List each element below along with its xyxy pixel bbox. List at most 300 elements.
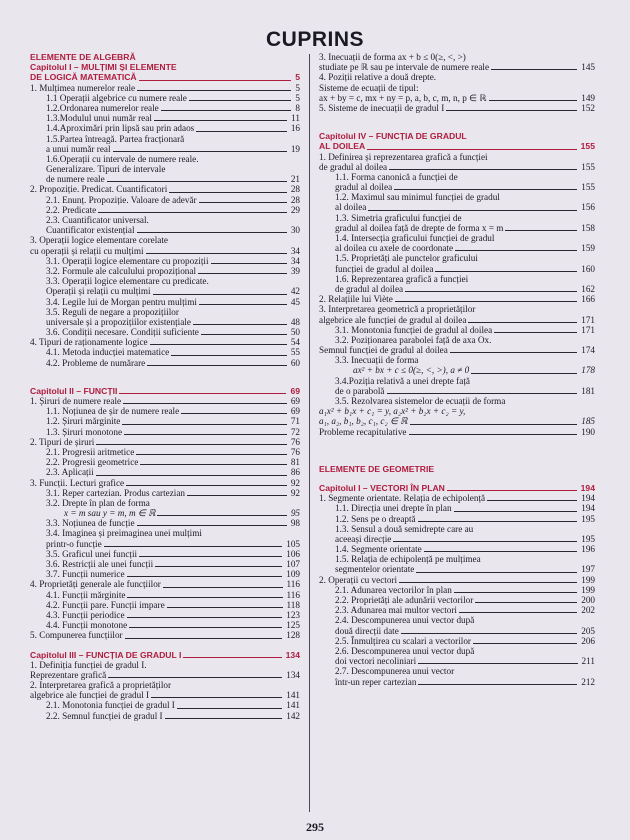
toc-entry-title: al doilea cu axele de coordonate [335, 243, 454, 254]
leader-line [418, 684, 577, 685]
toc-entry-title: 2.1. Monotonia funcției de gradul I [46, 700, 175, 711]
toc-page-number: 166 [581, 294, 595, 305]
toc-entry-title: de gradul al doilea [319, 161, 388, 172]
toc-entry [319, 416, 597, 426]
toc-entry-title: 4.2. Probleme de numărare [46, 357, 146, 368]
toc-entry [30, 600, 302, 610]
toc-page-number: 194 [581, 493, 595, 504]
leader-line [122, 424, 287, 425]
leader-line [459, 612, 577, 613]
leader-line [139, 556, 282, 557]
toc-entry [319, 365, 597, 375]
toc-page-number: 92 [290, 477, 300, 488]
toc-entry-title: 1.3. Sensul a două semidrepte care au [335, 523, 474, 534]
page-number: 295 [306, 820, 324, 834]
toc-page-number: 141 [286, 690, 300, 701]
toc-page-number: 105 [286, 538, 300, 549]
toc-page-number: 48 [290, 316, 300, 327]
toc-entry [30, 144, 302, 154]
toc-page-number: 72 [290, 426, 300, 437]
toc-entry-title: 1.3. Șiruri monotone [46, 426, 123, 437]
toc-entry [319, 264, 597, 274]
toc-entry [30, 620, 302, 630]
toc-entry-title: gradul al doilea față de drepte de forma x = m [335, 222, 504, 233]
toc-entry-title: 3.6. Condiții necesare. Condiții suficiente [46, 327, 199, 338]
toc-entry-title: de gradul al doilea [335, 283, 404, 294]
toc-entry-title: 3.4. Imaginea și preimaginea unei mulțimi [46, 528, 202, 539]
toc-entry [319, 355, 597, 365]
toc-entry-title: 1. Definiția funcției de gradul I. [30, 659, 147, 670]
toc-entry [30, 539, 302, 549]
toc-page-number: 194 [581, 503, 595, 514]
toc-entry-title: 4.4. Funcții monotone [46, 620, 128, 631]
leader-line [124, 434, 287, 435]
toc-entry-title: 3.3. Inecuații de forma [335, 355, 419, 366]
toc-entry-title: DE LOGICĂ MATEMATICĂ [30, 72, 137, 83]
toc-entry-title: 1. Definirea și reprezentarea grafică a funcției [319, 151, 488, 162]
toc-entry-title: 5. Compunerea funcțiilor [30, 630, 123, 641]
toc-page-number: 50 [290, 327, 300, 338]
toc-entry [319, 656, 597, 666]
toc-entry-title: 1.1. Noțiunea de șir de numere reale [46, 406, 180, 417]
leader-line [193, 324, 287, 325]
toc-entry-title: AL DOILEA [319, 141, 366, 152]
toc-entry-title: 2. Propoziție. Predicat. Cuantificatori [30, 184, 168, 195]
toc-entry [30, 406, 302, 416]
leader-line [418, 663, 578, 664]
toc-entry [319, 615, 597, 625]
toc-page-number: 106 [286, 548, 300, 559]
toc-entry-title: 1.1. Forma canonică a funcției de [335, 171, 458, 182]
toc-page-number: 69 [290, 396, 300, 406]
toc-entry [319, 304, 597, 314]
toc-page-number: 156 [581, 202, 595, 213]
toc-entry [30, 337, 302, 347]
toc-entry [30, 518, 302, 528]
toc-entry-title: aceeași direcție [335, 533, 392, 544]
toc-page-number: 171 [581, 324, 595, 335]
leader-line [471, 373, 577, 374]
leader-line [487, 500, 577, 501]
toc-entry [319, 202, 597, 212]
toc-entry [319, 514, 597, 524]
toc-entry [30, 680, 302, 690]
toc-entry [30, 195, 302, 205]
toc-page-number: 60 [290, 357, 300, 368]
toc-entry [30, 660, 302, 670]
toc-entry-title: Capitolul I – MULȚIMI ȘI ELEMENTE [30, 62, 177, 73]
toc-spacer [319, 446, 597, 455]
toc-entry [30, 297, 302, 307]
toc-entry-title: 1.3. Simetria graficului funcției de [335, 212, 462, 223]
toc-entry-title: studiate pe ℝ sau pe intervale de numere reale [319, 62, 490, 73]
toc-page-number: 55 [290, 347, 300, 358]
toc-heading [30, 650, 302, 660]
toc-entry-title: 4.1. Metoda inducției matematice [46, 347, 170, 358]
leader-line [153, 294, 287, 295]
toc-entry [30, 113, 302, 123]
toc-spacer [30, 368, 302, 377]
toc-entry-title: 3.1. Operații logice elementare cu propoziții [46, 255, 209, 266]
toc-page-number: 30 [290, 225, 300, 236]
toc-entry [319, 575, 597, 585]
leader-line [177, 708, 282, 709]
toc-entry [30, 478, 302, 488]
leader-line [387, 393, 577, 394]
toc-entry [319, 213, 597, 223]
toc-page-number: 211 [581, 656, 595, 667]
toc-page-number: 155 [581, 182, 595, 193]
leader-line [107, 181, 287, 182]
toc-entry-title: 2. Tipuri de șiruri [30, 436, 95, 447]
toc-page-number: 76 [290, 446, 300, 457]
toc-entry-title: gradul al doilea [335, 182, 393, 193]
leader-line [157, 515, 287, 516]
toc-entry-title: 3.5. Reguli de negare a propozițiilor [46, 306, 179, 317]
toc-entry [30, 154, 302, 164]
toc-entry-title: 3.3. Noțiunea de funcție [46, 518, 135, 529]
leader-line [167, 607, 283, 608]
toc-entry [319, 666, 597, 676]
toc-page-number: 190 [581, 426, 595, 437]
toc-page-number: 196 [581, 544, 595, 555]
toc-entry [30, 488, 302, 498]
leader-line [127, 617, 282, 618]
leader-line [150, 344, 287, 345]
toc-entry [319, 192, 597, 202]
toc-entry-title: 5. Sisteme de inecuații de gradul I [319, 102, 445, 113]
toc-page-number: 69 [290, 385, 300, 396]
toc-entry [319, 345, 597, 355]
leader-line [129, 627, 282, 628]
toc-page-number: 5 [295, 82, 300, 93]
toc-entry [319, 233, 597, 243]
toc-page-number: 21 [290, 174, 300, 185]
toc-page-number: 5 [295, 92, 300, 103]
leader-line [199, 304, 287, 305]
toc-entry-title: 2.2. Proprietăți ale adunării vectorilor [335, 595, 474, 605]
toc-page-number: 28 [290, 184, 300, 195]
leader-line [161, 110, 291, 111]
toc-page-number: 155 [581, 161, 595, 172]
toc-entry-title: 3. Interpretarea geometrică a proprietăților [319, 304, 476, 315]
toc-entry [30, 266, 302, 276]
toc-entry [319, 182, 597, 192]
toc-entry [319, 677, 597, 687]
toc-entry [319, 284, 597, 294]
leader-line [163, 587, 283, 588]
leader-line [108, 677, 282, 678]
toc-entry [30, 246, 302, 256]
leader-line [165, 718, 282, 719]
toc-entry-title: 1.6.Operații cu intervale de numere reale. [46, 153, 199, 164]
page-title: CUPRINS [265, 28, 364, 51]
leader-line [368, 210, 577, 211]
toc-page-number: 178 [581, 365, 595, 376]
toc-entry [30, 528, 302, 538]
leader-line [491, 69, 577, 70]
toc-entry-title: 1. Șiruri de numere reale [30, 396, 122, 406]
toc-entry-title: 2.6. Descompunerea unui vector după [335, 645, 475, 656]
toc-page-number: 159 [581, 243, 595, 254]
toc-entry-title: 3.1. Reper cartezian. Produs cartezian [46, 487, 186, 498]
toc-entry [30, 205, 302, 215]
toc-entry [319, 103, 597, 113]
toc-entry [319, 585, 597, 595]
toc-entry-title: 1.2. Sens pe o dreaptă [335, 513, 416, 524]
toc-entry [30, 327, 302, 337]
toc-entry [30, 286, 302, 296]
toc-page-number: 141 [286, 700, 300, 711]
leader-line [126, 485, 287, 486]
leader-line [181, 413, 287, 414]
leader-line [183, 657, 282, 658]
toc-entry [30, 467, 302, 477]
toc-entry-title: 2.1. Enunț. Propoziție. Valoare de adevăr [46, 194, 197, 205]
toc-page-number: 212 [581, 676, 595, 687]
toc-entry-title: 4.1. Funcții mărginite [46, 589, 126, 600]
toc-page-number: 11 [291, 113, 300, 124]
toc-page-number: 142 [286, 710, 300, 721]
toc-entry [319, 646, 597, 656]
toc-entry-title: 1.5. Relația de echipolență pe mulțimea [335, 554, 481, 565]
toc-page-number: 54 [290, 337, 300, 348]
leader-line [113, 151, 287, 152]
toc-entry-title: 1. Mulțimea numerelor reale [30, 82, 136, 93]
toc-page-number: 206 [581, 635, 595, 646]
toc-entry-title: 3.1. Monotonia funcției de gradul al doilea [335, 324, 493, 335]
toc-entry [30, 579, 302, 589]
leader-line [395, 301, 577, 302]
toc-entry-title: 2.4. Descompunerea unui vector după [335, 615, 475, 626]
leader-line [446, 110, 577, 111]
leader-line [137, 90, 291, 91]
toc-entry [319, 534, 597, 544]
toc-page-number: 181 [581, 385, 595, 396]
toc-page-number: 195 [581, 513, 595, 524]
toc-entry-title: a₁x² + b₁x + c₁ = y, a₂x² + b₂x + c₂ = y, [319, 406, 466, 417]
leader-line [123, 403, 287, 404]
toc-page-number: 92 [290, 487, 300, 498]
toc-page-number: 134 [286, 669, 300, 680]
toc-page-number: 160 [581, 263, 595, 274]
toc-page-number: 202 [581, 605, 595, 616]
toc-page-number: 116 [286, 589, 300, 600]
toc-entry-title: segmentelor orientate [335, 564, 415, 575]
toc-entry-title: de o parabolă [335, 385, 385, 396]
leader-line [137, 525, 287, 526]
toc-page-number: 145 [581, 62, 595, 73]
leader-line [201, 334, 287, 335]
toc-entry [319, 315, 597, 325]
toc-page-number: 42 [290, 286, 300, 297]
toc-entry [319, 386, 597, 396]
leader-line [468, 322, 577, 323]
leader-line [127, 576, 282, 577]
toc-entry [30, 670, 302, 680]
toc-entry-title: 3.5. Rezolvarea sistemelor de ecuații de forma [335, 396, 506, 406]
toc-entry [30, 396, 302, 406]
toc-entry-title: Generalizare. Tipuri de intervale [46, 164, 166, 175]
toc-entry [30, 559, 302, 569]
leader-line [416, 572, 577, 573]
toc-entry-title: două direcții date [335, 625, 399, 636]
toc-entry [319, 172, 597, 182]
toc-entry [30, 134, 302, 144]
toc-entry-title: 2. Relațiile lui Viète [319, 294, 393, 305]
toc-entry-title: Capitolul III – FUNCȚIA DE GRADUL I [30, 649, 182, 660]
toc-page-number: 197 [581, 564, 595, 575]
leader-line [189, 100, 291, 101]
toc-page-number: 29 [290, 204, 300, 215]
leader-line [154, 120, 287, 121]
toc-heading [319, 483, 597, 493]
toc-entry-title: 2.3. Adunarea mai multor vectori [335, 605, 457, 616]
toc-entry [319, 325, 597, 335]
toc-page-number: 171 [581, 314, 595, 325]
toc-entry-title: cu operații și relații cu mulțimi [30, 245, 144, 256]
toc-entry [319, 605, 597, 615]
leader-line [447, 490, 577, 491]
toc-page-number: 118 [286, 599, 300, 610]
toc-entry-title: 4.3. Funcții periodice [46, 609, 125, 620]
toc-heading [319, 141, 597, 151]
toc-spacer [319, 113, 597, 122]
leader-line [393, 541, 577, 542]
toc-page-number: 205 [581, 625, 595, 636]
toc-entry-title: 3.7. Funcții numerice [46, 569, 125, 580]
toc-heading [30, 386, 302, 396]
leader-line [98, 212, 287, 213]
toc-heading [319, 464, 597, 474]
leader-line [367, 149, 577, 150]
toc-entry-title: Capitolul I – VECTORI ÎN PLAN [319, 482, 445, 493]
toc-entry-title: algebrice ale funcției de gradul I [30, 690, 150, 701]
toc-entry-title: 2.3. Cuantificator universal. [46, 215, 149, 225]
toc-page-number: 34 [290, 245, 300, 256]
toc-entry [319, 626, 597, 636]
leader-line [455, 250, 577, 251]
toc-entry [30, 83, 302, 93]
toc-entry-title: funcției de gradul al doilea [335, 263, 434, 274]
toc-entry-title: a₁, a₂, b₁, b₂, c₁, c₂ ∈ ℝ [319, 416, 408, 427]
toc-entry-title: 2. Operații cu vectori [319, 574, 398, 585]
toc-page-number: 16 [290, 123, 300, 134]
toc-entry [319, 595, 597, 605]
toc-entry [30, 711, 302, 721]
leader-line [187, 495, 287, 496]
toc-entry-title: Probleme recapitulative [319, 426, 407, 437]
leader-line [505, 230, 577, 231]
leader-line [394, 189, 577, 190]
toc-page-number: 19 [290, 143, 300, 154]
leader-line [171, 355, 287, 356]
toc-page-number: 128 [286, 630, 300, 641]
toc-entry [319, 274, 597, 284]
toc-entry-title: 2.7. Descompunerea unui vector [335, 666, 455, 677]
toc-entry [319, 83, 597, 93]
toc-entry-title: 1.5.Partea întreagă. Partea fracționară [46, 133, 185, 144]
leader-line [125, 638, 282, 639]
toc-entry-title: 3. Operații logice elementare corelate [30, 235, 168, 246]
toc-entry [319, 253, 597, 263]
toc-entry [319, 335, 597, 345]
toc-entry [319, 564, 597, 574]
toc-entry [319, 72, 597, 82]
toc-page-number: 71 [290, 416, 300, 427]
toc-entry-title: 2.1. Adunarea vectorilor în plan [335, 584, 452, 595]
leader-line [136, 454, 287, 455]
toc-entry [319, 243, 597, 253]
toc-page-number: 86 [290, 467, 300, 478]
toc-heading [30, 72, 302, 82]
toc-page-number: 109 [286, 569, 300, 580]
leader-line [169, 192, 287, 193]
toc-entry [319, 554, 597, 564]
leader-line [435, 271, 577, 272]
toc-entry [30, 457, 302, 467]
toc-entry-title: 1.2.Ordonarea numerelor reale [46, 102, 159, 113]
toc-page-number: 8 [295, 102, 300, 113]
leader-line [199, 202, 287, 203]
toc-entry-title: 3.5. Graficul unei funcții [46, 548, 138, 559]
toc-entry-title: 1.4. Intersecția graficului funcției de gradul [335, 233, 495, 243]
leader-line [96, 475, 287, 476]
toc-entry-title: algebrice ale funcției de gradul al doilea [319, 314, 467, 325]
toc-heading [30, 52, 302, 62]
toc-entry-title: 3.2. Formule ale calculului propozițional [46, 265, 197, 276]
toc-spacer [30, 377, 302, 386]
toc-page-number: 199 [581, 584, 595, 595]
toc-entry [319, 223, 597, 233]
toc-page-number: 155 [580, 141, 595, 152]
toc-page-number: 200 [581, 595, 595, 605]
leader-line [454, 592, 577, 593]
toc-page-number: 39 [290, 265, 300, 276]
leader-line [140, 464, 287, 465]
toc-entry-title: universale și a propozițiilor existențiale [46, 316, 191, 327]
toc-entry [30, 590, 302, 600]
toc-entry-title: 1. Segmente orientate. Relația de echipolență [319, 493, 486, 504]
toc-entry [30, 508, 302, 518]
toc-heading [319, 131, 597, 141]
toc-entry-title: Capitolul II – FUNCȚII [30, 385, 118, 396]
leader-line [139, 80, 291, 81]
toc-entry [30, 215, 302, 225]
leader-line [454, 511, 577, 512]
leader-line [405, 291, 577, 292]
toc-spacer [319, 474, 597, 483]
toc-page-number: 125 [286, 620, 300, 631]
toc-entry-title: Sisteme de ecuații de tipul: [319, 82, 419, 93]
toc-entry-title: a unui număr real [46, 143, 111, 154]
toc-entry [30, 225, 302, 235]
toc-entry-title: 3.4.Poziția relativă a unei drepte față [335, 375, 470, 386]
toc-page-number: 69 [290, 406, 300, 417]
toc-entry-title: 1.4.Aproximări prin lipsă sau prin adaos [46, 123, 195, 134]
toc-page-number: 98 [290, 518, 300, 529]
leader-line [198, 273, 287, 274]
leader-line [494, 332, 577, 333]
toc-entry [30, 498, 302, 508]
leader-line [450, 352, 577, 353]
toc-entry-title: 1.3.Modulul unui număr real [46, 113, 152, 124]
leader-line [399, 582, 577, 583]
toc-page-number: 123 [286, 609, 300, 620]
toc-entry [319, 52, 597, 62]
toc-entry [30, 358, 302, 368]
toc-entry-title: 1.1 Operații algebrice cu numere reale [46, 92, 187, 103]
